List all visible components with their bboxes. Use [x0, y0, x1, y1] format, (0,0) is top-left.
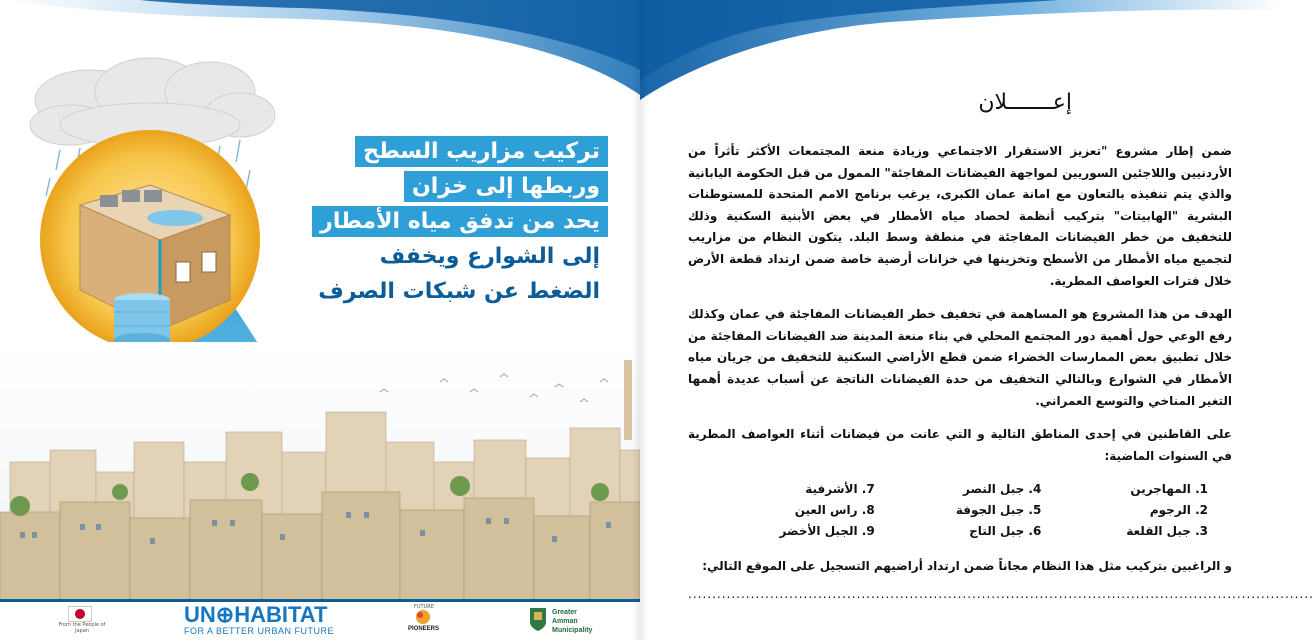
japan-caption: From the People of Japan: [58, 622, 106, 634]
left-page: [0, 0, 640, 640]
future-pioneers-top: FUTURE: [414, 604, 434, 610]
headline-block: [288, 136, 608, 311]
future-pioneers-logo: PIONEERS: [408, 626, 440, 632]
registration-blank-line: ..................................................................................................................................: [688, 587, 1314, 602]
area-item: 4. جبل النصر: [963, 482, 1042, 497]
area-item: 3. جبل القلعة: [1126, 524, 1208, 539]
un-habitat-tagline: FOR A BETTER URBAN FUTURE: [184, 626, 335, 636]
headline-line-4: إلى الشوارع ويخفف: [379, 244, 600, 269]
headline-line-2: وربطها إلى خزان: [404, 171, 608, 202]
headline-line-3: يحد من تدفق مياه الأمطار: [312, 206, 608, 237]
un-habitat-logo: UN⊕HABITAT: [184, 602, 328, 627]
page-fold: [632, 0, 648, 640]
announcement-document: [688, 90, 1314, 602]
area-item: 1. المهاجرين: [1130, 482, 1208, 497]
paragraph-1: ضمن إطار مشروع "تعزيز الاستقرار الاجتماعي وزيادة منعة المجتمعات الأكثر تأثراً من الأردنيين واللاجئين السوريين لمواجهة الفيضانات المفاجئة" الممول من قبل الحكومة اليابانية والذي يتم تنفيذه بالتعاون مع امانة عمان الكبرى، يرغب برنامج الامم المتحدة للمستوطنات البشرية "الهابيتات" بتركيب أنظمة لحصاد مياه الأمطار في بعض الأبنية السكنية وذلك للتخفيف من خطر الفيضانات المفاجئة في منطقة وسط البلد. يتكون النظام من مزاريب لتجميع مياه الأمطار من الأسطح وتخزينها في خزانات أرضية خاصة ضمن ارتداد قطعة الأرض خلال فترات العواصف المطرية.: [688, 144, 1232, 288]
paragraph-3: على القاطنين في إحدى المناطق التالية و التي عانت من فيضانات أثناء العواصف المطرية في السنوات الماضية:: [688, 427, 1232, 463]
japan-flag-icon: [68, 606, 92, 622]
area-item: 8. راس العين: [794, 503, 875, 518]
area-item: 9. الجبل الأخضر: [779, 524, 875, 539]
gam-logo-text: Greater Amman Municipality: [552, 609, 593, 634]
announcement-title: إعـــــــلان: [978, 90, 1072, 115]
water-tank-icon: [114, 293, 170, 347]
logo-strip: [0, 599, 640, 640]
minaret: [624, 360, 632, 440]
areas-list: [708, 479, 1208, 542]
paragraph-2: الهدف من هذا المشروع هو المساهمة في تخفيف خطر الفيضانات المفاجئة في عمان وكذلك رفع الوعي حول أهمية دور المجتمع المحلي في بناء منعة المدينة ضد الفيضانات المفاجئة من خلال تطبيق بعض الممارسات الخضراء ضمن قطع الأراضي السكنية للتخفيف من جريان مياه الأمطار في الشوارع وبالتالي التخفيف من حدة الفيضانات الناتجة عن أسباب عديدة أهمها التغير المناخي والتوسع العمراني.: [688, 307, 1232, 408]
right-page: [640, 0, 1314, 640]
area-item: 7. الأشرفية: [805, 482, 875, 497]
gam-emblem-icon: [528, 606, 548, 632]
area-item: 2. الرجوم: [1149, 503, 1208, 518]
area-item: 5. جبل الجوفة: [955, 503, 1042, 518]
headline-line-1: تركيب مزاريب السطح: [355, 136, 608, 167]
registration-text: و الراغبين بتركيب مثل هذا النظام مجاناً ضمن ارتداد أراضيهم التسجيل على الموقع التالي:: [702, 559, 1232, 574]
headline-line-5: الضغط عن شبكات الصرف: [318, 279, 600, 304]
area-item: 6. جبل التاج: [969, 524, 1042, 539]
amman-cityscape: [0, 342, 640, 602]
